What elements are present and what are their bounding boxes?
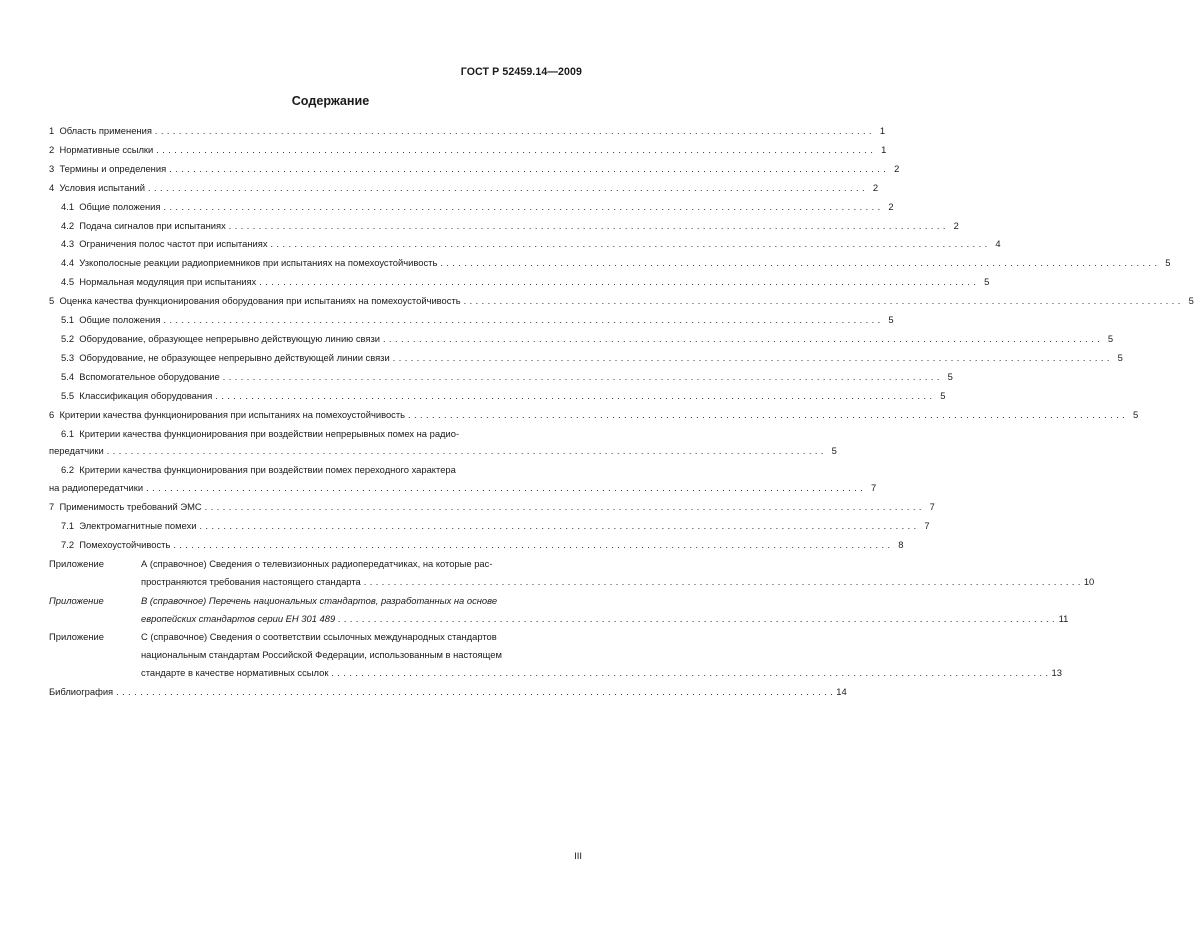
entry-number: 4.3 (61, 238, 75, 250)
entry-title-line1: Критерии качества функционирования при воздействии непрерывных помех на радио- (79, 427, 460, 439)
leader-dots: . . . . . . . . . . . . . . . . . . . . . . . . . . . . . . . . . . . . . . . . . . . . . . . . . . . . . . . . . . . . . . . . . . . . . . . . . . . . . . . . . . . . . . . . . . . . . . . . . . . . . . . . . . . . . . . . . . . . . . . . (215, 390, 933, 401)
entry-title: Оценка качества функционирования оборудования при испытаниях на помехоустойчивость (59, 295, 461, 307)
toc-bibliography[interactable] (49, 683, 847, 702)
leader-dots: . . . . . . . . . . . . . . . . . . . . . . . . . . . . . . . . . . . . . . . . . . . . . . . . . . . . . . . . . . . . . . . . . . . . . . . . . . . . . . . . . . . . . . . . . . . . . . . . . . . . . . . . . . . . . . . . . . . . . . . . (163, 315, 881, 326)
entry-page: 5 (940, 389, 946, 401)
entry-title: Оборудование, не образующее непрерывно действующей линии связи (79, 351, 390, 363)
entry-title-line2: передатчики (49, 445, 104, 457)
entry-number: 7.2 (61, 538, 75, 550)
entry-number: 4.4 (61, 257, 75, 269)
toc-entry-5-1[interactable] (49, 311, 894, 330)
entry-page: 14 (836, 686, 847, 698)
toc-appendix-c[interactable] (49, 628, 1062, 683)
toc-entry-7[interactable] (49, 498, 935, 517)
entry-page: 5 (1107, 332, 1114, 344)
leader-dots: . . . . . . . . . . . . . . . . . . . . . . . . . . . . . . . . . . . . . . . . . . . . . . . . . . . . . . . . . . . . . . . . . . . . . . . . . . . . . . . . . . . . . . . . . . . . . . . . . . . . . . . . . . . . . . . . . . . . . . . . (331, 668, 1049, 679)
toc-entry-5-2[interactable] (49, 330, 1114, 349)
appendix-prefix: Приложение (49, 557, 104, 569)
toc-title: Содержание (291, 94, 370, 108)
entry-title: Нормативные ссылки (59, 143, 154, 155)
entry-number: 6 (49, 408, 55, 420)
toc-appendix-a[interactable] (49, 555, 1095, 592)
leader-dots: . . . . . . . . . . . . . . . . . . . . . . . . . . . . . . . . . . . . . . . . . . . . . . . . . . . . . . . . . . . . . . . . . . . . . . . . . . . . . . . . . . . . . . . . . . . . . . . . . . . . . . . . . . . . . . . . . . . . . . . . (408, 409, 1126, 420)
entry-title: Ограничения полос частот при испытаниях (79, 238, 268, 250)
toc-entry-4-3[interactable] (49, 235, 1001, 254)
entry-title: Оборудование, образующее непрерывно действующую линию связи (79, 332, 380, 344)
entry-page: 7 (871, 482, 877, 494)
entry-title: Применимость требований ЭМС (59, 501, 202, 513)
entry-number: 5.5 (61, 389, 75, 401)
toc-entry-5-3[interactable] (49, 349, 1123, 368)
toc-entry-6-2[interactable] (49, 461, 877, 498)
toc-appendix-b[interactable] (49, 592, 1069, 629)
entry-page: 2 (872, 181, 879, 193)
entry-title: Вспомогательное оборудование (79, 370, 220, 382)
entry-page: 2 (888, 200, 894, 212)
entry-title: Библиография (49, 686, 114, 698)
document-code: ГОСТ Р 52459.14—2009 (460, 66, 582, 78)
leader-dots: . . . . . . . . . . . . . . . . . . . . . . . . . . . . . . . . . . . . . . . . . . . . . . . . . . . . . . . . . . . . . . . . . . . . . . . . . . . . . . . . . . . . . . . . . . . . . . . . . . . . . . . . . . . . . . . . . . . . . . . . (146, 483, 864, 494)
toc-entry-5-5[interactable] (49, 387, 946, 406)
leader-dots: . . . . . . . . . . . . . . . . . . . . . . . . . . . . . . . . . . . . . . . . . . . . . . . . . . . . . . . . . . . . . . . . . . . . . . . . . . . . . . . . . . . . . . . . . . . . . . . . . . . . . . . . . . . . . . . . . . . . . . . . (383, 333, 1101, 344)
toc-entry-5[interactable] (49, 292, 1194, 311)
toc-entry-2[interactable] (49, 141, 887, 160)
entry-page: 5 (1188, 295, 1194, 307)
leader-dots: . . . . . . . . . . . . . . . . . . . . . . . . . . . . . . . . . . . . . . . . . . . . . . . . . . . . . . . . . . . . . . . . . . . . . . . . . . . . . . . . . . . . . . . . . . . . . . . . . . . . . . . . . . . . . . . . . . . . . . . . (338, 613, 1056, 624)
entry-number: 6.2 (61, 464, 75, 476)
toc-entry-4-1[interactable] (49, 198, 894, 217)
toc-entry-4-4[interactable] (49, 254, 1171, 273)
entry-page: 11 (1058, 612, 1069, 624)
entry-title: Электромагнитные помехи (79, 520, 197, 532)
toc-entry-7-2[interactable] (49, 536, 904, 555)
appendix-title-line2: национальным стандартам Российской Федерации, использованным в настоящем (141, 649, 502, 661)
leader-dots: . . . . . . . . . . . . . . . . . . . . . . . . . . . . . . . . . . . . . . . . . . . . . . . . . . . . . . . . . . . . . . . . . . . . . . . . . . . . . . . . . . . . . . . . . . . . . . . . . . . . . . . . . . . . . . . . . . . . . . . . (106, 446, 824, 457)
leader-dots: . . . . . . . . . . . . . . . . . . . . . . . . . . . . . . . . . . . . . . . . . . . . . . . . . . . . . . . . . . . . . . . . . . . . . . . . . . . . . . . . . . . . . . . . . . . . . . . . . . . . . . . . . . . . . . . . . . . . . . . . (259, 277, 977, 288)
appendix-title-line1: С (справочное) Сведения о соответствии ссылочных международных стандартов (141, 631, 497, 643)
entry-title: Условия испытаний (59, 181, 145, 193)
leader-dots: . . . . . . . . . . . . . . . . . . . . . . . . . . . . . . . . . . . . . . . . . . . . . . . . . . . . . . . . . . . . . . . . . . . . . . . . . . . . . . . . . . . . . . . . . . . . . . . . . . . . . . . . . . . . . . . . . . . . . . . . (270, 239, 988, 250)
appendix-title-line2: пространяются требования настоящего стандарта (141, 575, 361, 587)
appendix-prefix: Приложение (49, 631, 104, 643)
leader-dots: . . . . . . . . . . . . . . . . . . . . . . . . . . . . . . . . . . . . . . . . . . . . . . . . . . . . . . . . . . . . . . . . . . . . . . . . . . . . . . . . . . . . . . . . . . . . . . . . . . . . . . . . . . . . . . . . . . . . . . . . (392, 352, 1110, 363)
entry-title: Подача сигналов при испытаниях (79, 219, 226, 231)
entry-page: 5 (831, 445, 837, 457)
page-number: III (574, 850, 582, 861)
entry-number: 5 (49, 295, 55, 307)
leader-dots: . . . . . . . . . . . . . . . . . . . . . . . . . . . . . . . . . . . . . . . . . . . . . . . . . . . . . . . . . . . . . . . . . . . . . . . . . . . . . . . . . . . . . . . . . . . . . . . . . . . . . . . . . . . . . . . . . . . . . . . . (199, 521, 917, 532)
entry-number: 1 (49, 125, 55, 136)
entry-title-line1: Критерии качества функционирования при воздействии помех переходного характера (79, 464, 456, 476)
entry-number: 5.4 (61, 370, 75, 382)
entry-page: 5 (888, 314, 894, 326)
entry-number: 4 (49, 181, 55, 193)
entry-number: 7.1 (61, 520, 75, 532)
entry-title: Помехоустойчивость (79, 538, 171, 550)
entry-page: 10 (1083, 575, 1095, 587)
entry-number: 7 (49, 501, 55, 513)
entry-page: 2 (953, 219, 959, 231)
toc-entry-3[interactable] (49, 160, 900, 179)
appendix-title-line1: В (справочное) Перечень национальных стандартов, разработанных на основе (141, 594, 498, 606)
entry-page: 5 (1132, 408, 1139, 420)
entry-page: 5 (947, 370, 953, 382)
toc-entry-4-5[interactable] (49, 273, 990, 292)
toc-entry-4-2[interactable] (49, 217, 959, 236)
entry-title: Общие положения (79, 314, 161, 326)
entry-page: 1 (881, 143, 887, 155)
entry-number: 5.1 (61, 314, 75, 326)
entry-page: 2 (894, 162, 900, 174)
entry-number: 3 (49, 162, 55, 174)
toc-entry-4[interactable] (49, 179, 879, 198)
entry-title: Нормальная модуляция при испытаниях (79, 276, 257, 288)
leader-dots: . . . . . . . . . . . . . . . . . . . . . . . . . . . . . . . . . . . . . . . . . . . . . . . . . . . . . . . . . . . . . . . . . . . . . . . . . . . . . . . . . . . . . . . . . . . . . . . . . . . . . . . . . . . . . . . . . . . . . . . . (169, 163, 887, 174)
entry-number: 5.3 (61, 351, 75, 363)
toc-entry-6[interactable] (49, 406, 1139, 425)
appendix-title-line1: А (справочное) Сведения о телевизионных радиопередатчиках, на которые рас- (141, 557, 493, 569)
entry-title: Термины и определения (59, 162, 167, 174)
entry-title: Узкополосные реакции радиоприемников при испытаниях на помехоустойчивость (79, 257, 438, 269)
entry-number: 2 (49, 143, 55, 155)
entry-title-line2: на радиопередатчики (49, 482, 144, 494)
leader-dots: . . . . . . . . . . . . . . . . . . . . . . . . . . . . . . . . . . . . . . . . . . . . . . . . . . . . . . . . . . . . . . . . . . . . . . . . . . . . . . . . . . . . . . . . . . . . . . . . . . . . . . . . . . . . . . . . . . . . . . . . (154, 126, 873, 136)
table-of-contents (49, 122, 1194, 702)
leader-dots: . . . . . . . . . . . . . . . . . . . . . . . . . . . . . . . . . . . . . . . . . . . . . . . . . . . . . . . . . . . . . . . . . . . . . . . . . . . . . . . . . . . . . . . . . . . . . . . . . . . . . . . . . . . . . . . . . . . . . . . . (147, 182, 866, 193)
entry-title: Классификация оборудования (79, 389, 213, 401)
leader-dots: . . . . . . . . . . . . . . . . . . . . . . . . . . . . . . . . . . . . . . . . . . . . . . . . . . . . . . . . . . . . . . . . . . . . . . . . . . . . . . . . . . . . . . . . . . . . . . . . . . . . . . . . . . . . . . . . . . . . . . . . (363, 576, 1081, 587)
leader-dots: . . . . . . . . . . . . . . . . . . . . . . . . . . . . . . . . . . . . . . . . . . . . . . . . . . . . . . . . . . . . . . . . . . . . . . . . . . . . . . . . . . . . . . . . . . . . . . . . . . . . . . . . . . . . . . . . . . . . . . . . (204, 502, 922, 513)
leader-dots: . . . . . . . . . . . . . . . . . . . . . . . . . . . . . . . . . . . . . . . . . . . . . . . . . . . . . . . . . . . . . . . . . . . . . . . . . . . . . . . . . . . . . . . . . . . . . . . . . . . . . . . . . . . . . . . . . . . . . . . . (156, 144, 874, 155)
leader-dots: . . . . . . . . . . . . . . . . . . . . . . . . . . . . . . . . . . . . . . . . . . . . . . . . . . . . . . . . . . . . . . . . . . . . . . . . . . . . . . . . . . . . . . . . . . . . . . . . . . . . . . . . . . . . . . . . . . . . . . . . (228, 220, 946, 231)
appendix-prefix: Приложение (49, 594, 104, 606)
entry-number: 4.2 (61, 219, 75, 231)
entry-page: 8 (898, 538, 904, 550)
entry-page: 5 (984, 276, 990, 288)
leader-dots: . . . . . . . . . . . . . . . . . . . . . . . . . . . . . . . . . . . . . . . . . . . . . . . . . . . . . . . . . . . . . . . . . . . . . . . . . . . . . . . . . . . . . . . . . . . . . . . . . . . . . . . . . . . . . . . . . . . . . . . . (116, 687, 834, 698)
entry-page: 7 (929, 501, 935, 513)
toc-entry-7-1[interactable] (49, 517, 930, 536)
entry-title: Критерии качества функционирования при испытаниях на помехоустойчивость (59, 408, 406, 420)
toc-entry-1[interactable] (49, 122, 886, 141)
entry-number: 4.1 (61, 200, 75, 212)
entry-page: 7 (924, 520, 930, 532)
entry-page: 13 (1051, 667, 1062, 679)
leader-dots: . . . . . . . . . . . . . . . . . . . . . . . . . . . . . . . . . . . . . . . . . . . . . . . . . . . . . . . . . . . . . . . . . . . . . . . . . . . . . . . . . . . . . . . . . . . . . . . . . . . . . . . . . . . . . . . . . . . . . . . . (173, 539, 891, 550)
entry-page: 1 (879, 125, 886, 136)
entry-number: 5.2 (61, 332, 75, 344)
toc-entry-5-4[interactable] (49, 368, 953, 387)
entry-page: 4 (995, 238, 1001, 250)
leader-dots: . . . . . . . . . . . . . . . . . . . . . . . . . . . . . . . . . . . . . . . . . . . . . . . . . . . . . . . . . . . . . . . . . . . . . . . . . . . . . . . . . . . . . . . . . . . . . . . . . . . . . . . . . . . . . . . . . . . . . . . . (463, 296, 1181, 307)
entry-number: 6.1 (61, 427, 75, 439)
entry-page: 5 (1117, 351, 1123, 363)
toc-entry-6-1[interactable] (49, 425, 837, 462)
leader-dots: . . . . . . . . . . . . . . . . . . . . . . . . . . . . . . . . . . . . . . . . . . . . . . . . . . . . . . . . . . . . . . . . . . . . . . . . . . . . . . . . . . . . . . . . . . . . . . . . . . . . . . . . . . . . . . . . . . . . . . . . (163, 201, 881, 212)
appendix-title-line3: стандарте в качестве нормативных ссылок (141, 667, 329, 679)
entry-title: Общие положения (79, 200, 161, 212)
entry-title: Область применения (59, 125, 152, 136)
entry-page: 5 (1165, 257, 1171, 269)
appendix-title-line2: европейских стандартов серии ЕН 301 489 (141, 612, 336, 624)
leader-dots: . . . . . . . . . . . . . . . . . . . . . . . . . . . . . . . . . . . . . . . . . . . . . . . . . . . . . . . . . . . . . . . . . . . . . . . . . . . . . . . . . . . . . . . . . . . . . . . . . . . . . . . . . . . . . . . . . . . . . . . . (440, 258, 1158, 269)
entry-number: 4.5 (61, 276, 75, 288)
leader-dots: . . . . . . . . . . . . . . . . . . . . . . . . . . . . . . . . . . . . . . . . . . . . . . . . . . . . . . . . . . . . . . . . . . . . . . . . . . . . . . . . . . . . . . . . . . . . . . . . . . . . . . . . . . . . . . . . . . . . . . . . (222, 371, 940, 382)
